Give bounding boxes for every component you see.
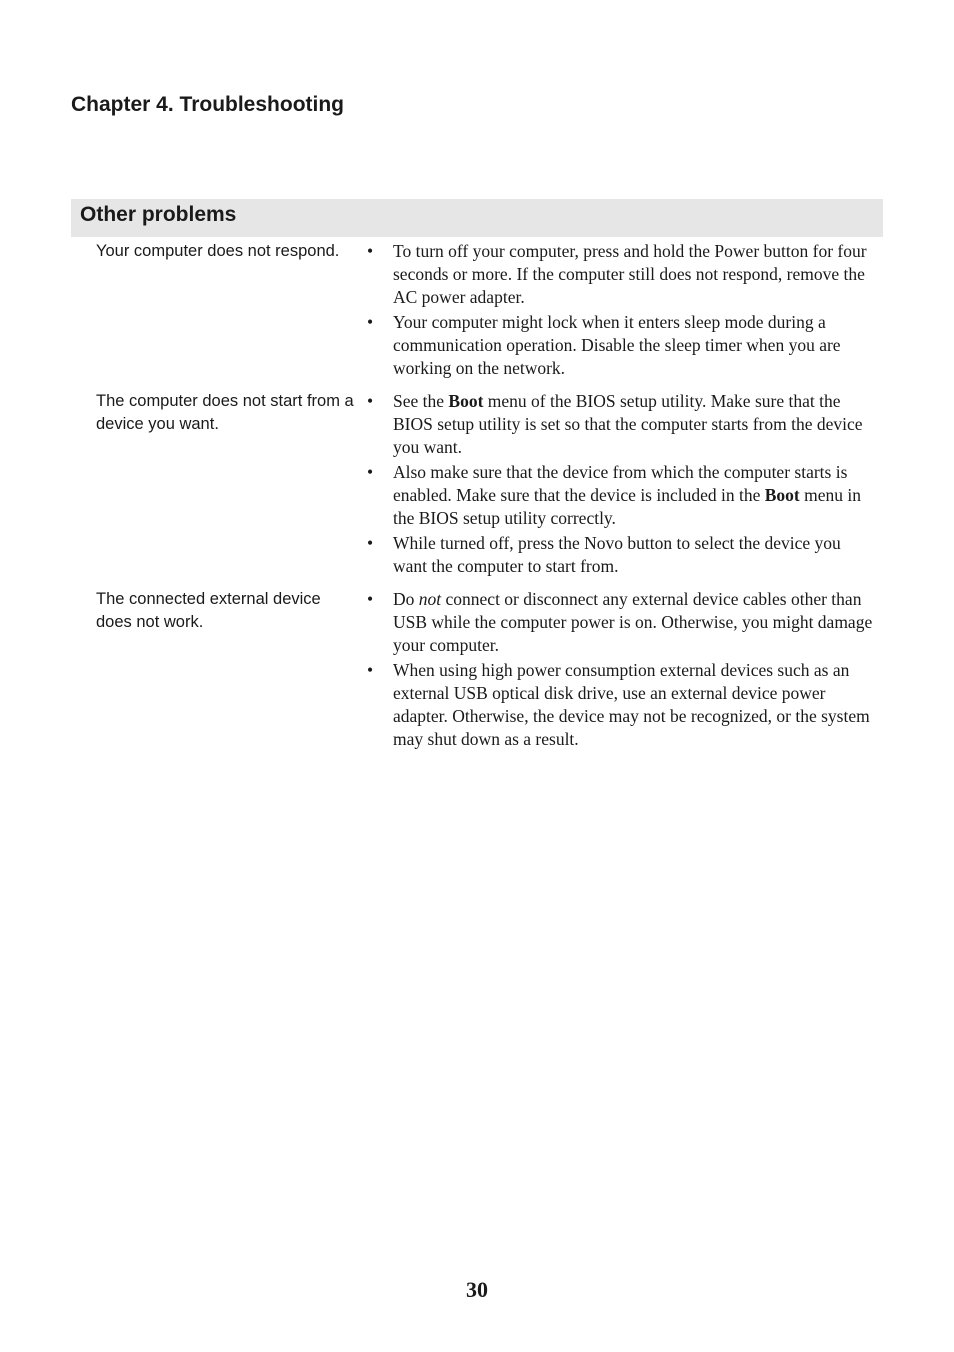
solution-text: menu of the BIOS setup utility. Make sure that the BIOS setup utility is set so that the computer starts from the device you want. xyxy=(393,391,863,457)
solution-text: To turn off your computer, press and hold the Power button for four seconds or more. If the computer still does not respond, remove the AC power adapter. xyxy=(393,241,867,307)
bullet-icon: • xyxy=(367,462,374,482)
bullet-icon: • xyxy=(367,241,374,261)
solution-item xyxy=(367,588,877,657)
section-header-bar xyxy=(71,199,883,237)
bullet-icon: • xyxy=(367,312,374,332)
solution-item xyxy=(367,311,877,380)
bullet-icon: • xyxy=(367,660,374,680)
menu-name-emphasis: Boot xyxy=(764,485,800,505)
solution-list xyxy=(367,390,877,580)
solution-text: See the xyxy=(393,391,449,411)
solution-text: Do xyxy=(393,589,419,609)
bullet-icon: • xyxy=(367,589,374,609)
solution-item xyxy=(367,659,877,751)
solution-item xyxy=(367,532,877,578)
solution-text: When using high power consumption external devices such as an external USB optical disk drive, use an external device power adapter. Otherwise, the device may not be recognized, or the system may shut down as a result. xyxy=(393,660,870,749)
solution-text: menu in the BIOS setup utility correctly. xyxy=(393,485,861,528)
solution-item xyxy=(367,461,877,530)
problem-description: The connected external device does not work. xyxy=(96,590,321,631)
section-title: Other problems xyxy=(80,203,237,226)
solution-text: Also make sure that the device from which the computer starts is enabled. Make sure that the device is included in the xyxy=(393,462,848,505)
solution-text: Your computer might lock when it enters sleep mode during a communication operation. Disable the sleep timer when you are working on the network. xyxy=(393,312,841,378)
problem-description: The computer does not start from a device you want. xyxy=(96,392,354,433)
solution-item xyxy=(367,240,877,309)
solution-text: While turned off, press the Novo button to select the device you want the computer to start from. xyxy=(393,533,841,576)
solution-list xyxy=(367,240,877,382)
solution-text: connect or disconnect any external device cables other than USB while the computer power is on. Otherwise, you might damage your computer. xyxy=(393,589,873,655)
solution-list xyxy=(367,588,877,753)
problem-description: Your computer does not respond. xyxy=(96,242,340,260)
chapter-heading: Chapter 4. Troubleshooting xyxy=(71,93,345,116)
emphasis-text: not xyxy=(418,589,442,609)
page-number: 30 xyxy=(466,1277,488,1302)
menu-name-emphasis: Boot xyxy=(448,391,484,411)
solution-item xyxy=(367,390,877,459)
bullet-icon: • xyxy=(367,533,374,553)
bullet-icon: • xyxy=(367,391,374,411)
